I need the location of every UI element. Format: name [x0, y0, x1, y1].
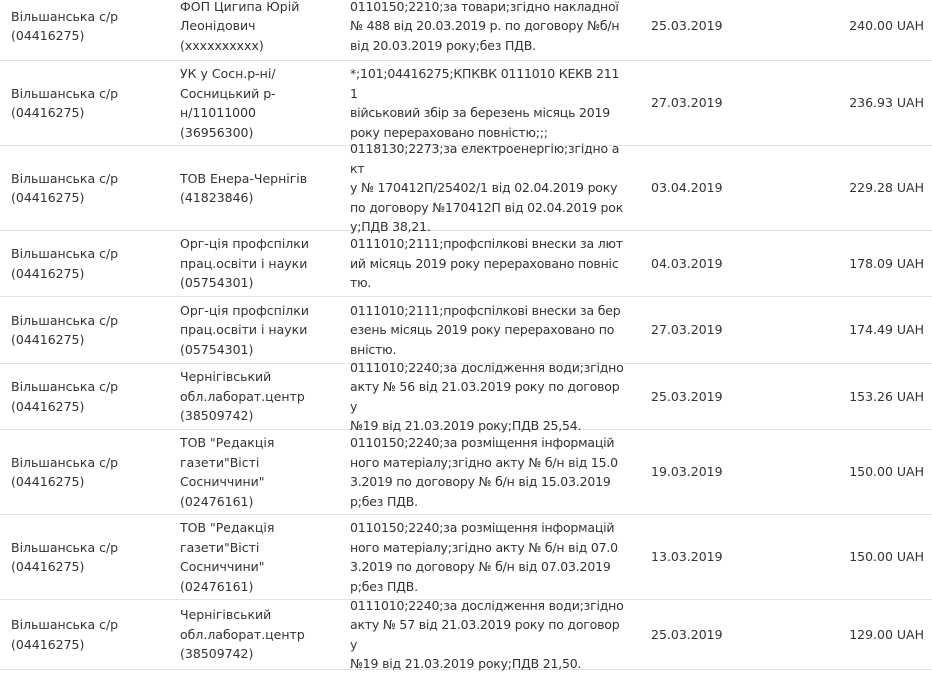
- amount-cell: [774, 146, 924, 230]
- recipient-cell: [180, 430, 340, 514]
- date-text: 13.03.2019: [651, 549, 723, 565]
- date-cell: [651, 600, 751, 669]
- date-cell: [651, 146, 751, 230]
- amount-text: 178.09 UAH: [849, 255, 924, 271]
- purpose-cell: [350, 231, 625, 296]
- amount-text: 150.00 UAH: [849, 549, 924, 565]
- purpose-text: 0111010;2240;за дослідження води;згідно акту № 56 від 21.03.2019 року по договору №19 від 21.03.2019 року;ПДВ 25,54.: [350, 359, 624, 433]
- recipient-text: Орг-ція профспілки прац.освіти і науки (05754301): [180, 302, 309, 357]
- amount-cell: [774, 231, 924, 296]
- amount-cell: [774, 297, 924, 363]
- purpose-cell: [350, 359, 625, 433]
- purpose-cell: [350, 297, 625, 363]
- recipient-cell: [180, 231, 340, 296]
- payer-cell: [11, 61, 161, 145]
- amount-text: 240.00 UAH: [849, 18, 924, 34]
- recipient-text: ТОВ Енера-Чернігів (41823846): [180, 170, 308, 205]
- payer-text: Вільшанська с/р (04416275): [11, 85, 119, 120]
- amount-text: 150.00 UAH: [849, 464, 924, 480]
- table-row[interactable]: [0, 597, 932, 671]
- date-text: 25.03.2019: [651, 18, 723, 34]
- amount-cell: [774, 600, 924, 669]
- recipient-text: ФОП Цигипа Юрій Леонідович (xxxxxxxxxx): [180, 0, 300, 53]
- amount-cell: [774, 430, 924, 514]
- purpose-text: 0110150;2240;за розміщення інформацій ного матеріалу;згідно акту № б/н від 07.0 3.2019 по договору № б/н від 07.03.2019 р;без ПДВ.: [350, 520, 618, 594]
- date-text: 03.04.2019: [651, 180, 723, 196]
- amount-text: 129.00 UAH: [849, 626, 924, 642]
- date-text: 04.03.2019: [651, 255, 723, 271]
- purpose-cell: [350, 515, 625, 599]
- recipient-text: Чернігівський обл.лаборат.центр (38509742): [180, 607, 305, 662]
- payer-text: Вільшанська с/р (04416275): [11, 617, 119, 652]
- amount-cell: [774, 0, 924, 60]
- payer-cell: [11, 231, 161, 296]
- purpose-text: 0118130;2273;за електроенергію;згідно акт у № 170412П/25402/1 від 02.04.2019 року по договору №170412П від 02.04.2019 рок у;ПДВ 38,21.: [350, 141, 624, 235]
- payer-text: Вільшанська с/р (04416275): [11, 8, 119, 43]
- amount-cell: [774, 61, 924, 145]
- date-cell: [651, 0, 751, 60]
- purpose-text: 0110150;2240;за розміщення інформацій ного матеріалу;згідно акту № б/н від 15.0 3.2019 по договору № б/н від 15.03.2019 р;без ПДВ.: [350, 435, 618, 509]
- date-cell: [651, 515, 751, 599]
- recipient-cell: [180, 61, 340, 145]
- table-row[interactable]: [0, 61, 932, 146]
- recipient-text: ТОВ "Редакція газети"Вісті Сосниччини" (02476161): [180, 520, 275, 594]
- amount-text: 174.49 UAH: [849, 322, 924, 338]
- payer-text: Вільшанська с/р (04416275): [11, 539, 119, 574]
- date-cell: [651, 364, 751, 429]
- table-row[interactable]: [0, 515, 932, 600]
- payer-text: Вільшанська с/р (04416275): [11, 170, 119, 205]
- date-text: 27.03.2019: [651, 95, 723, 111]
- payer-text: Вільшанська с/р (04416275): [11, 454, 119, 489]
- purpose-cell: [350, 141, 625, 235]
- payer-text: Вільшанська с/р (04416275): [11, 379, 119, 414]
- purpose-cell: [350, 0, 625, 60]
- payer-text: Вільшанська с/р (04416275): [11, 312, 119, 347]
- recipient-text: Чернігівський обл.лаборат.центр (38509742): [180, 369, 305, 424]
- amount-text: 236.93 UAH: [849, 95, 924, 111]
- date-cell: [651, 231, 751, 296]
- payer-cell: [11, 0, 161, 60]
- recipient-cell: [180, 297, 340, 363]
- amount-cell: [774, 364, 924, 429]
- date-text: 19.03.2019: [651, 464, 723, 480]
- amount-text: 229.28 UAH: [849, 180, 924, 196]
- date-text: 25.03.2019: [651, 626, 723, 642]
- payer-cell: [11, 600, 161, 669]
- payer-cell: [11, 146, 161, 230]
- recipient-cell: [180, 600, 340, 669]
- recipient-cell: [180, 364, 340, 429]
- recipient-cell: [180, 146, 340, 230]
- date-text: 25.03.2019: [651, 388, 723, 404]
- table-row[interactable]: [0, 141, 932, 235]
- recipient-text: УК у Сосн.р-ні/ Сосницький р- н/11011000 (36956300): [180, 66, 276, 140]
- amount-cell: [774, 515, 924, 599]
- payer-text: Вільшанська с/р (04416275): [11, 246, 119, 281]
- payer-cell: [11, 297, 161, 363]
- amount-text: 153.26 UAH: [849, 388, 924, 404]
- purpose-text: 0110150;2210;за товари;згідно накладної № 488 від 20.03.2019 р. по договору №б/н від 20.03.2019 року;без ПДВ.: [350, 0, 620, 53]
- purpose-text: 0111010;2240;за дослідження води;згідно акту № 57 від 21.03.2019 року по договору №19 від 21.03.2019 року;ПДВ 21,50.: [350, 597, 624, 671]
- table-row[interactable]: [0, 297, 932, 364]
- date-cell: [651, 297, 751, 363]
- payer-cell: [11, 430, 161, 514]
- payer-cell: [11, 364, 161, 429]
- recipient-cell: [180, 0, 340, 60]
- purpose-text: 0111010;2111;профспілкові внески за лют ий місяць 2019 року перераховано повніс тю.: [350, 236, 623, 291]
- payer-cell: [11, 515, 161, 599]
- purpose-text: 0111010;2111;профспілкові внески за бер езень місяць 2019 року перераховано по вністю.: [350, 302, 621, 357]
- date-cell: [651, 61, 751, 145]
- table-row[interactable]: [0, 359, 932, 433]
- date-text: 27.03.2019: [651, 322, 723, 338]
- purpose-cell: [350, 430, 625, 514]
- recipient-text: Орг-ція профспілки прац.освіти і науки (05754301): [180, 236, 309, 291]
- date-cell: [651, 430, 751, 514]
- recipient-text: ТОВ "Редакція газети"Вісті Сосниччини" (02476161): [180, 435, 275, 509]
- purpose-cell: [350, 597, 625, 671]
- purpose-cell: [350, 61, 625, 145]
- purpose-text: *;101;04416275;КПКВК 0111010 КЕКВ 2111 військовий збір за березень місяць 2019 року перераховано повністю;;;: [350, 66, 620, 140]
- recipient-cell: [180, 515, 340, 599]
- table-row[interactable]: [0, 231, 932, 297]
- table-row[interactable]: [0, 430, 932, 515]
- table-row[interactable]: [0, 0, 932, 61]
